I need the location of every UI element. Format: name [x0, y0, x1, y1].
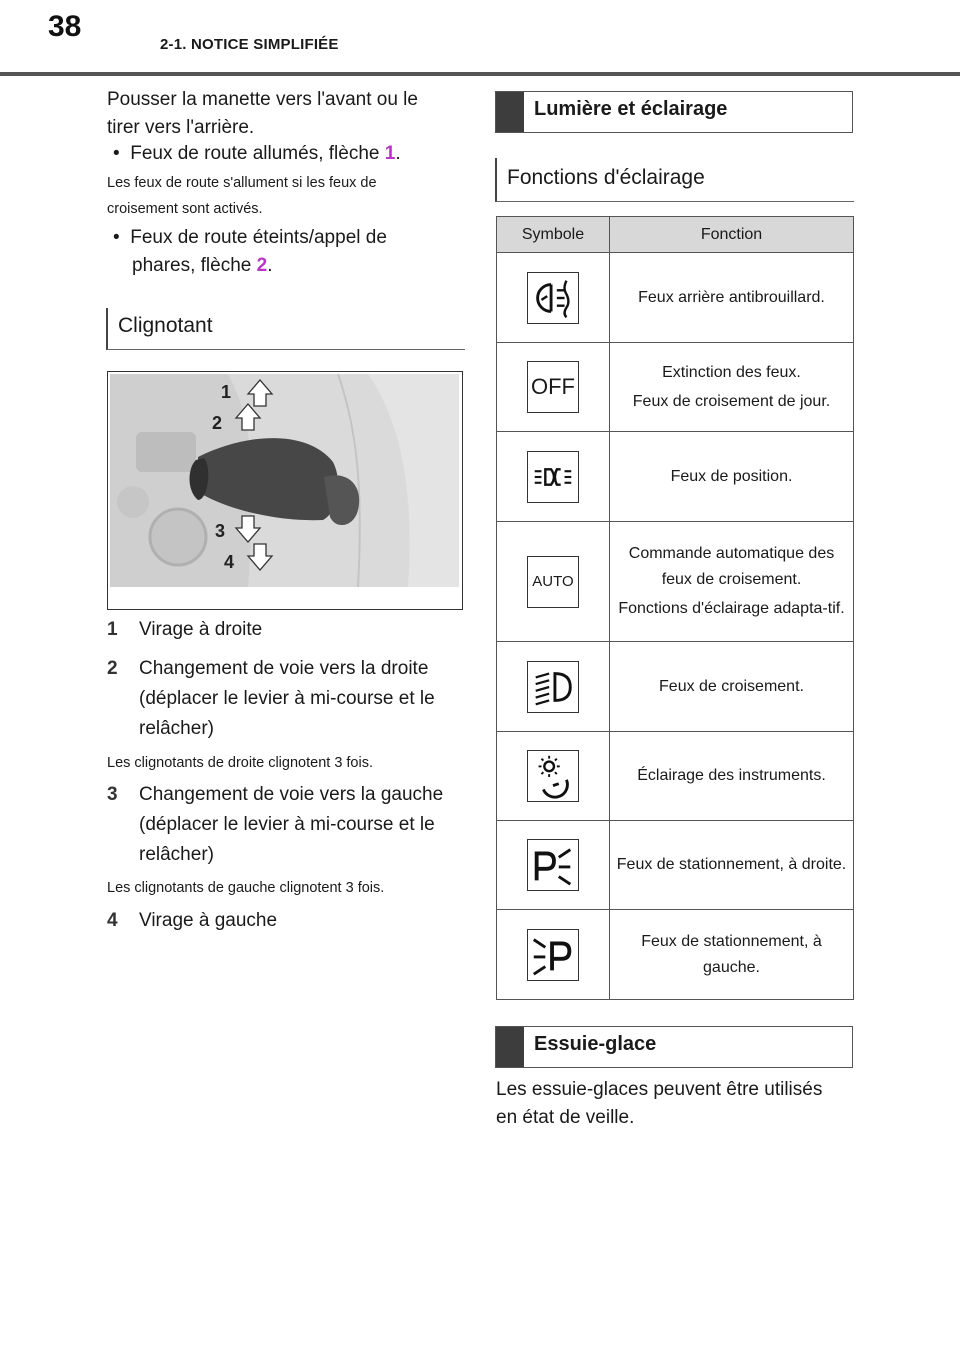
instrument-lighting-icon: [527, 750, 579, 802]
note-1-line-2: croisement sont activés.: [107, 201, 263, 217]
bullet-high-beam-off: • Feux de route éteints/appel de: [113, 227, 387, 248]
intro-line-1: Pousser la manette vers l'avant ou le: [107, 89, 418, 110]
list-item: 1 Virage à droite: [107, 619, 263, 640]
function-text: Feux de croisement.: [659, 677, 804, 695]
section-title: Essuie-glace: [534, 1033, 657, 1055]
bullet-1-text: Feux de route allumés, flèche: [130, 143, 385, 164]
list-item: 4 Virage à gauche: [107, 910, 278, 931]
list-item-cont: (déplacer le levier à mi-course et le: [139, 688, 435, 709]
section-title: Lumière et éclairage: [534, 98, 728, 120]
low-beam-icon: [527, 661, 579, 713]
wiper-line-1: Les essuie-glaces peuvent être utilisés: [496, 1079, 823, 1100]
wiper-line-2: en état de veille.: [496, 1107, 635, 1128]
figure-label-1: 1: [221, 382, 232, 402]
section-bar: [496, 1027, 524, 1067]
note-1-line-1: Les feux de route s'allument si les feux de: [107, 175, 377, 191]
column-header-symbol: Symbole: [497, 217, 610, 253]
column-header-function: Fonction: [610, 217, 854, 253]
table-row: [497, 432, 854, 522]
rear-fog-light-icon: [527, 272, 579, 324]
turn-signal-figure: [107, 371, 463, 610]
bullet-high-beam-on: • Feux de route allumés, flèche 1.: [113, 143, 401, 164]
intro-line-2: tirer vers l'arrière.: [107, 117, 255, 138]
subhead-lighting-functions: Fonctions d'éclairage: [495, 158, 854, 202]
arrow-ref-2: 2: [256, 255, 268, 276]
table-row: [497, 910, 854, 1000]
section-header-wiper: [495, 1026, 853, 1068]
header-rule: [0, 72, 960, 76]
function-text: Feux de stationnement, à droite.: [616, 856, 847, 873]
chapter-title: 2-1. NOTICE SIMPLIFIÉE: [160, 36, 339, 53]
figure-label-4: 4: [224, 552, 235, 572]
note-left-signals: Les clignotants de gauche clignotent 3 fois.: [107, 880, 385, 896]
table-row: [497, 253, 854, 343]
list-item: 3 Changement de voie vers la gauche: [107, 784, 444, 805]
table-row: [497, 821, 854, 910]
bullet-2-line-1: Feux de route éteints/appel de: [130, 227, 387, 248]
table-header-row: [497, 217, 854, 253]
lighting-functions-table: [496, 216, 854, 1000]
bullet-2-line-2: phares, flèche: [132, 255, 257, 276]
page-number: 38: [48, 10, 82, 43]
function-text: Fonctions d'éclairage adapta-tif.: [618, 600, 845, 617]
list-item: 2 Changement de voie vers la droite: [107, 658, 429, 679]
function-text: Feux arrière antibrouillard.: [638, 288, 825, 306]
turn-signal-illustration: [108, 372, 461, 608]
function-text: Commande automatique des feux de croisement.: [628, 545, 835, 588]
parking-light-right-icon: [527, 839, 579, 891]
auto-text-icon: AUTO: [527, 556, 579, 608]
bullet-2-cont: phares, flèche 2.: [132, 255, 273, 276]
table-row: [497, 522, 854, 642]
section-bar: [496, 92, 524, 132]
subhead-clignotant: Clignotant: [106, 308, 465, 350]
off-text-icon: OFF: [527, 361, 579, 413]
list-item-cont: (déplacer le levier à mi-course et le: [139, 814, 435, 835]
table-row: [497, 732, 854, 821]
section-header-lighting: [495, 91, 853, 133]
parking-light-left-icon: [527, 929, 579, 981]
function-text: Feux de stationnement, à gauche.: [641, 932, 822, 976]
arrow-ref-1: 1: [384, 143, 396, 164]
list-item-cont: relâcher): [139, 844, 214, 865]
function-text: Feux de position.: [670, 467, 793, 485]
function-text: Feux de croisement de jour.: [632, 392, 831, 410]
table-row: [497, 642, 854, 732]
position-lights-icon: [527, 451, 579, 503]
function-text: Extinction des feux.: [662, 363, 801, 381]
figure-label-2: 2: [212, 413, 223, 433]
function-text: Éclairage des instruments.: [637, 767, 826, 784]
table-row: [497, 343, 854, 432]
figure-label-3: 3: [215, 521, 226, 541]
note-right-signals: Les clignotants de droite clignotent 3 fois.: [107, 755, 373, 771]
list-item-cont: relâcher): [139, 718, 214, 739]
